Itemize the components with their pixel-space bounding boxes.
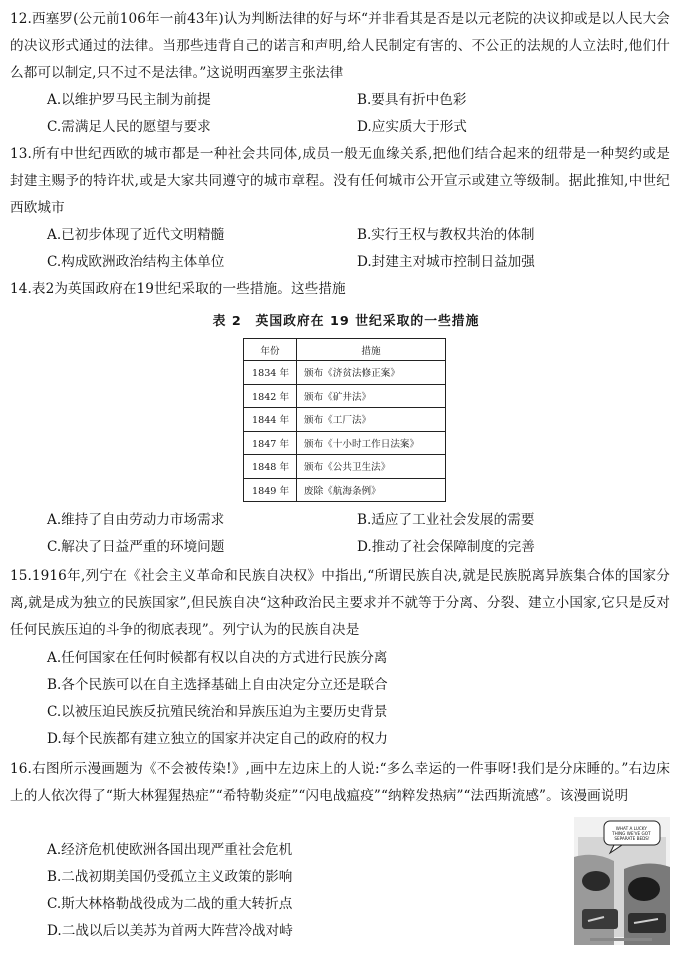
option-b: B.要具有折中色彩 [357,92,467,108]
option-a: A.维持了自由劳动力市场需求 [47,512,225,528]
question-15-options [47,645,667,753]
table-cell-measure: 颁布《矿井法》 [297,384,446,408]
column-header-year: 年份 [244,339,297,361]
option-d: D.每个民族都有建立独立的国家并决定自己的政府的权力 [47,731,388,747]
table-cell-measure: 颁布《工厂法》 [297,408,446,432]
option-b: B.实行王权与教权共治的体制 [357,227,535,243]
column-header-measure: 措施 [297,339,446,361]
option-a: A.任何国家在任何时候都有权以自决的方式进行民族分离 [47,650,388,666]
option-c: C.斯大林格勒战役成为二战的重大转折点 [47,896,293,912]
option-d: D.封建主对城市控制日益加强 [357,254,535,270]
table-cell-year: 1844 年 [244,408,297,432]
table-cell-year: 1848 年 [244,455,297,479]
question-14-options [47,507,667,561]
table-cell-measure: 废除《航海条例》 [297,478,446,502]
table-row [244,478,446,502]
table-cell-measure: 颁布《济贫法修正案》 [297,361,446,385]
option-a: A.以维护罗马民主制为前提 [47,92,211,108]
question-12-options [47,87,667,141]
table-header-row [244,339,446,361]
table-row [244,361,446,385]
option-b: B.各个民族可以在自主选择基础上自由决定分立还是联合 [47,677,388,693]
cartoon-illustration [574,817,670,945]
measures-table [243,338,446,502]
question-15-stem: 15.1916年,列宁在《社会主义革命和民族自决权》中指出,“所谓民族自决,就是民族脱离异族集合体的国家分离,就是成为独立的民族国家”,但民族自决“这种政治民主要求并不就等于分离、分裂、建立小国家,它只是反对任何民族压迫的斗争的彻底表现”。列宁认为的民族自决是 [10,568,670,638]
option-c: C.构成欧洲政治结构主体单位 [47,254,225,270]
table-cell-measure: 颁布《公共卫生法》 [297,455,446,479]
question-13-options [47,222,667,276]
option-c: C.解决了日益严重的环境问题 [47,539,225,555]
option-b: B.适应了工业社会发展的需要 [357,512,535,528]
table-row [244,384,446,408]
table-cell-year: 1849 年 [244,478,297,502]
table-cell-year: 1834 年 [244,361,297,385]
option-a: A.经济危机使欧洲各国出现严重社会危机 [47,842,293,858]
option-a: A.已初步体现了近代文明精髓 [47,227,225,243]
question-13-stem: 13.所有中世纪西欧的城市都是一种社会共同体,成员一般无血缘关系,把他们结合起来的纽带是一种契约或是封建主赐予的特许状,或是大家共同遵守的城市章程。没有任何城市公开宣示或建立等级制。据此推知,中世纪西欧城市 [10,146,670,216]
question-16-stem: 16.右图所示漫画题为《不会被传染!》,画中左边床上的人说:“多么幸运的一件事呀!我们是分床睡的。”右边床上的人依次得了“斯大林猩猩热症”“希特勒炎症”“闪电战瘟疫”“纳粹发热病”“法西斯流感”。该漫画说明 [10,761,670,804]
table-caption: 表 2 英国政府在 19 世纪采取的一些措施 [212,314,480,329]
cartoon-bubble-text: WHAT A LUCKY THING WE'VE GOT SEPARATE BEDS! [612,826,651,841]
question-14-stem: 14.表2为英国政府在19世纪采取的一些措施。这些措施 [10,281,346,297]
option-c: C.需满足人民的愿望与要求 [47,119,211,135]
option-d: D.二战以后以美苏为首两大阵营冷战对峙 [47,923,293,939]
question-12-stem: 12.西塞罗(公元前106年一前43年)认为判断法律的好与坏“并非看其是否是以元老院的决议抑或是以人民大会的决议形式通过的法律。当那些违背自己的诺言和声明,给人民制定有害的、不公正的法规的人立法时,他们什么都可以制定,只不过不是法律。”这说明西塞罗主张法律 [10,11,670,81]
table-cell-measure: 颁布《十小时工作日法案》 [297,431,446,455]
option-d: D.推动了社会保障制度的完善 [357,539,535,555]
option-d: D.应实质大于形式 [357,119,467,135]
table-cell-year: 1847 年 [244,431,297,455]
option-c: C.以被压迫民族反抗殖民统治和异族压迫为主要历史背景 [47,704,388,720]
table-row [244,431,446,455]
table-row [244,408,446,432]
option-b: B.二战初期美国仍受孤立主义政策的影响 [47,869,293,885]
table-row [244,455,446,479]
table-cell-year: 1842 年 [244,384,297,408]
